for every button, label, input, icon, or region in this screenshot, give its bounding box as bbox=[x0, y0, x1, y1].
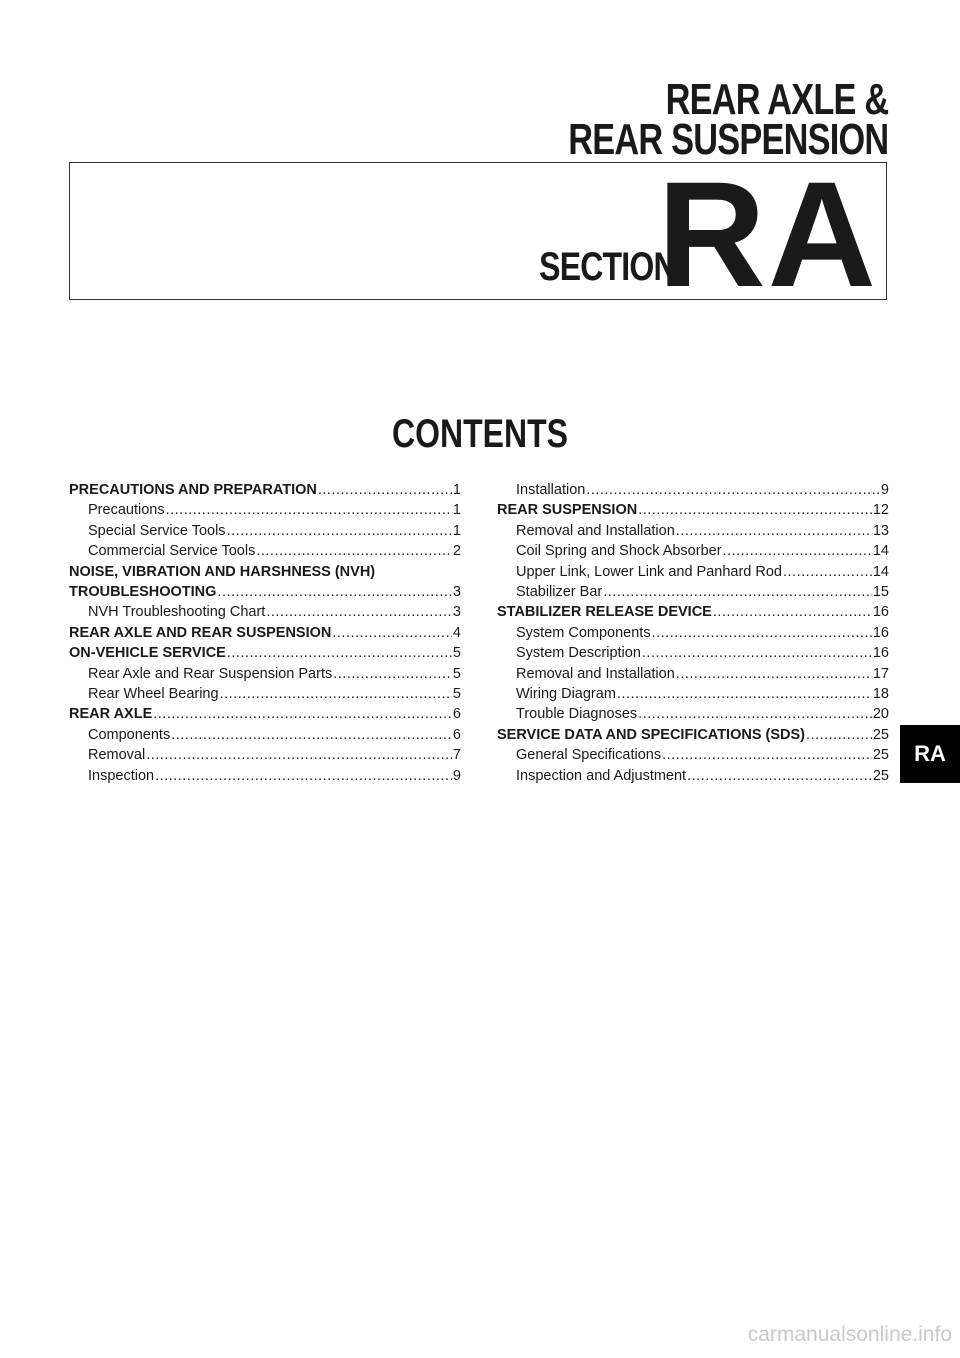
toc-leader-dots bbox=[146, 745, 452, 765]
toc-entry[interactable] bbox=[497, 704, 889, 724]
toc-leader-dots bbox=[332, 623, 452, 643]
toc-entry-title: REAR AXLE AND REAR SUSPENSION bbox=[69, 624, 332, 641]
toc-entry[interactable] bbox=[69, 725, 461, 745]
toc-entry-title: Inspection and Adjustment bbox=[516, 767, 687, 784]
toc-leader-dots bbox=[652, 623, 872, 643]
toc-entry-title: NOISE, VIBRATION AND HARSHNESS (NVH) bbox=[69, 563, 376, 580]
toc-entry-title: STABILIZER RELEASE DEVICE bbox=[497, 604, 712, 621]
section-code: RA bbox=[657, 150, 878, 318]
toc-entry-title: REAR SUSPENSION bbox=[497, 502, 638, 519]
toc-page-number: 16 bbox=[872, 645, 889, 662]
toc-page-number: 5 bbox=[452, 645, 461, 662]
toc-page-number: 15 bbox=[872, 584, 889, 601]
toc-leader-dots bbox=[220, 684, 452, 704]
toc-page-number: 7 bbox=[452, 747, 461, 764]
toc-entry[interactable] bbox=[69, 745, 461, 765]
toc-entry-title: Precautions bbox=[88, 502, 165, 519]
toc-leader-dots bbox=[676, 664, 872, 684]
toc-entry[interactable] bbox=[69, 541, 461, 561]
toc-leader-dots bbox=[586, 480, 880, 500]
toc-entry[interactable] bbox=[69, 684, 461, 704]
toc-entry[interactable] bbox=[69, 582, 461, 602]
toc-page-number: 6 bbox=[452, 726, 461, 743]
toc-page-number: 1 bbox=[452, 482, 461, 498]
toc-entry-title: Removal bbox=[88, 747, 146, 764]
toc-entry[interactable] bbox=[69, 521, 461, 541]
toc-entry-title: PRECAUTIONS AND PREPARATION bbox=[69, 482, 317, 498]
toc-entry[interactable] bbox=[497, 541, 889, 561]
toc-page-number: 5 bbox=[452, 665, 461, 682]
toc-page-number: 9 bbox=[452, 767, 461, 784]
toc-leader-dots bbox=[256, 541, 452, 561]
toc-leader-dots bbox=[266, 602, 452, 622]
toc-entry-title: SERVICE DATA AND SPECIFICATIONS (SDS) bbox=[497, 726, 806, 743]
toc-entry[interactable] bbox=[497, 562, 889, 582]
toc-entry[interactable] bbox=[497, 500, 889, 520]
toc-entry-title: Rear Wheel Bearing bbox=[88, 686, 219, 703]
section-side-tab[interactable]: RA bbox=[900, 725, 960, 783]
toc-leader-dots bbox=[166, 500, 452, 520]
toc-page-number: 3 bbox=[452, 584, 461, 601]
toc-entry-title: Removal and Installation bbox=[516, 665, 675, 682]
toc-leader-dots bbox=[687, 766, 872, 786]
toc-page-number: 20 bbox=[872, 706, 889, 723]
toc-entry-title: ON-VEHICLE SERVICE bbox=[69, 645, 226, 662]
toc-page-number: 25 bbox=[872, 726, 889, 743]
toc-leader-dots bbox=[723, 541, 872, 561]
toc-entry-title: General Specifications bbox=[516, 747, 662, 764]
toc-entry-title: Coil Spring and Shock Absorber bbox=[516, 543, 722, 560]
toc-entry-title: System Components bbox=[516, 624, 651, 641]
toc-leader-dots bbox=[662, 745, 872, 765]
toc-leader-dots bbox=[806, 725, 872, 745]
toc-entry-title: Wiring Diagram bbox=[516, 686, 616, 703]
toc-entry-title: Installation bbox=[516, 482, 586, 498]
toc-entry-title: Special Service Tools bbox=[88, 522, 226, 539]
toc-entry[interactable] bbox=[69, 602, 461, 622]
toc-leader-dots bbox=[318, 480, 452, 500]
document-title bbox=[567, 75, 888, 164]
toc-page-number: 14 bbox=[872, 543, 889, 560]
toc-entry[interactable] bbox=[69, 766, 461, 786]
toc-leader-dots bbox=[642, 643, 872, 663]
toc-entry-title: REAR AXLE bbox=[69, 706, 153, 723]
toc-entry[interactable] bbox=[69, 704, 461, 724]
toc-page-number: 1 bbox=[452, 502, 461, 519]
toc-entry[interactable] bbox=[497, 582, 889, 602]
toc-entry[interactable] bbox=[497, 664, 889, 684]
toc-entry[interactable] bbox=[497, 623, 889, 643]
toc-entry[interactable] bbox=[69, 500, 461, 520]
toc-entry-title: TROUBLESHOOTING bbox=[69, 584, 217, 601]
toc-entry[interactable] bbox=[497, 766, 889, 786]
toc-leader-dots bbox=[603, 582, 872, 602]
section-box bbox=[69, 150, 887, 318]
section-word: SECTION bbox=[539, 245, 676, 289]
toc-entry[interactable] bbox=[69, 480, 461, 500]
toc-page-number: 14 bbox=[872, 563, 889, 580]
toc-page-number: 3 bbox=[452, 604, 461, 621]
toc-entry-title: Removal and Installation bbox=[516, 522, 675, 539]
toc-leader-dots bbox=[713, 602, 872, 622]
toc-page-number: 16 bbox=[872, 604, 889, 621]
watermark: carmanualsonline.info bbox=[747, 1323, 952, 1346]
toc-entry[interactable] bbox=[497, 684, 889, 704]
toc-leader-dots bbox=[171, 725, 452, 745]
toc-page-number: 17 bbox=[872, 665, 889, 682]
toc-leader-dots bbox=[155, 766, 452, 786]
toc-entry-title: Upper Link, Lower Link and Panhard Rod bbox=[516, 563, 782, 580]
toc-leader-dots bbox=[153, 704, 452, 724]
toc-entry-title: Commercial Service Tools bbox=[88, 543, 256, 560]
toc-page-number: 4 bbox=[452, 624, 461, 641]
toc-entry[interactable] bbox=[69, 664, 461, 684]
toc-entry-title: Inspection bbox=[88, 767, 155, 784]
toc-entry[interactable] bbox=[497, 480, 889, 500]
toc-entry[interactable] bbox=[497, 602, 889, 622]
toc-page-number: 16 bbox=[872, 624, 889, 641]
toc-page-number: 12 bbox=[872, 502, 889, 519]
toc-page-number: 25 bbox=[872, 767, 889, 784]
toc-leader-dots bbox=[227, 521, 452, 541]
toc-page-number: 18 bbox=[872, 686, 889, 703]
toc-leader-dots bbox=[333, 664, 452, 684]
toc-entry[interactable] bbox=[69, 623, 461, 643]
title-line-2: REAR SUSPENSION bbox=[567, 115, 888, 164]
toc-column-right bbox=[497, 480, 889, 786]
toc-leader-dots bbox=[227, 643, 452, 663]
toc-page-number: 25 bbox=[872, 747, 889, 764]
toc-entry[interactable] bbox=[497, 745, 889, 765]
toc-entry-title: NVH Troubleshooting Chart bbox=[88, 604, 266, 621]
toc-entry[interactable] bbox=[497, 643, 889, 663]
toc-page-number: 13 bbox=[872, 522, 889, 539]
toc-leader-dots bbox=[638, 500, 872, 520]
toc-entry[interactable] bbox=[69, 562, 461, 582]
toc-page-number: 5 bbox=[452, 686, 461, 703]
toc-entry-title: Components bbox=[88, 726, 171, 743]
toc-entry[interactable] bbox=[497, 521, 889, 541]
toc-leader-dots bbox=[617, 684, 872, 704]
toc-entry-title: System Description bbox=[516, 645, 641, 662]
toc-entry-title: Rear Axle and Rear Suspension Parts bbox=[88, 665, 333, 682]
contents-heading: CONTENTS bbox=[392, 412, 568, 456]
toc-leader-dots bbox=[217, 582, 452, 602]
toc-entry-title: Trouble Diagnoses bbox=[516, 706, 638, 723]
toc-entry[interactable] bbox=[497, 725, 889, 745]
toc-page-number: 1 bbox=[452, 522, 461, 539]
toc-entry-title: Stabilizer Bar bbox=[516, 584, 603, 601]
toc-page-number: 2 bbox=[452, 543, 461, 560]
title-line-1: REAR AXLE & bbox=[665, 75, 888, 124]
toc-leader-dots bbox=[638, 704, 872, 724]
toc-leader-dots bbox=[783, 562, 872, 582]
toc-leader-dots bbox=[676, 521, 872, 541]
toc-page-number: 6 bbox=[452, 706, 461, 723]
toc-entry[interactable] bbox=[69, 643, 461, 663]
toc-column-left bbox=[69, 480, 461, 786]
toc-page-number: 9 bbox=[880, 482, 889, 498]
